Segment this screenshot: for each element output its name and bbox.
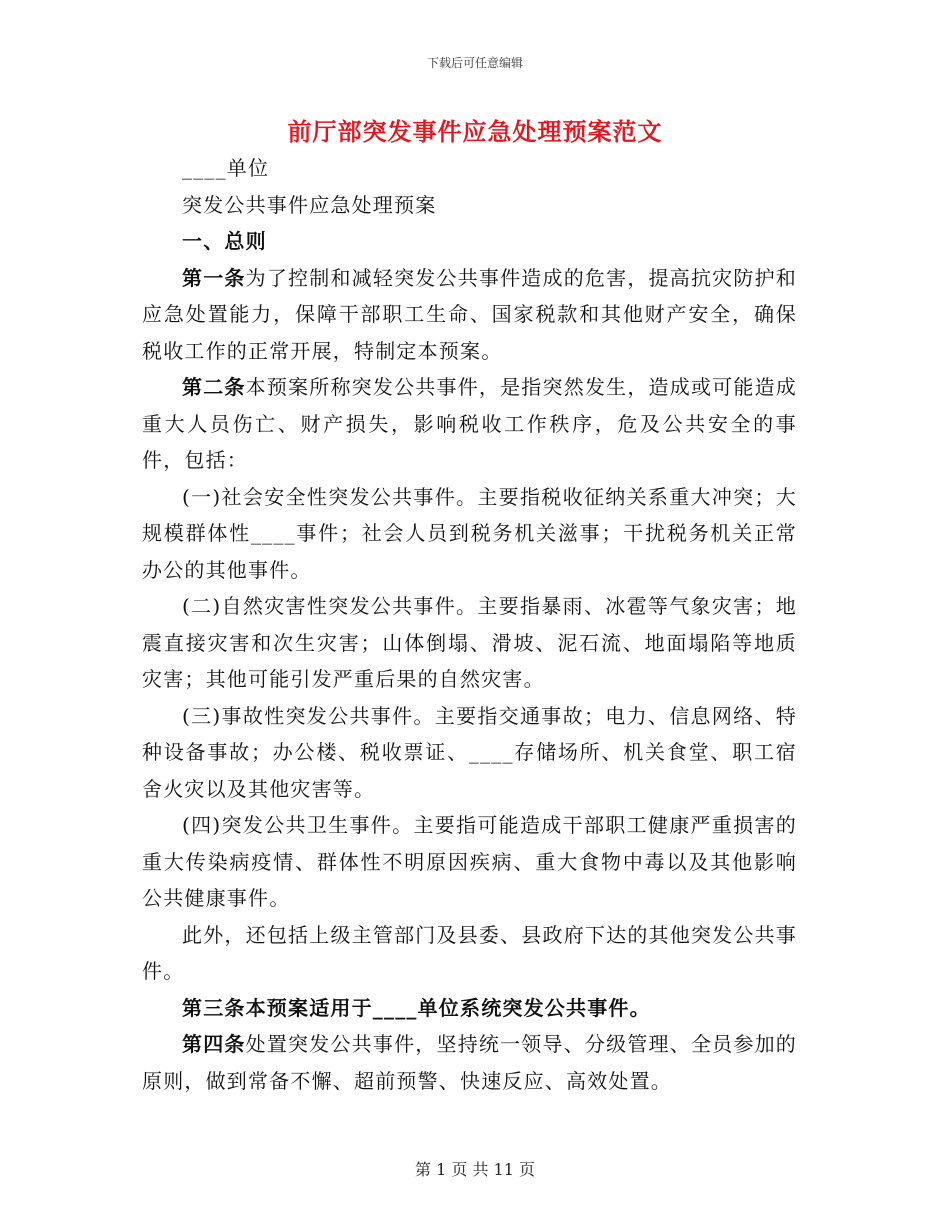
article-1-label: 第一条 <box>182 265 246 290</box>
article-1 <box>142 260 797 370</box>
document-title: 前厅部突发事件应急处理预案范文 <box>287 117 663 146</box>
header-note: 下载后可任意编辑 <box>426 56 523 70</box>
article-4-label: 第四条 <box>182 1032 246 1056</box>
article-2 <box>142 369 797 479</box>
item-2: (二)自然灾害性突发公共事件。主要指暴雨、冰雹等气象灾害；地震直接灾害和次生灾害；山体倒塌、滑坡、泥石流、地面塌陷等地质灾害；其他可能引发严重后果的自然灾害。 <box>142 594 797 691</box>
unit-line: ____单位 <box>182 156 270 180</box>
item-3: (三)事故性突发公共事件。主要指交通事故；电力、信息网络、特种设备事故；办公楼、税收票证、____存储场所、机关食堂、职工宿舍火灾以及其他灾害等。 <box>142 703 797 801</box>
article-2-text: 本预案所称突发公共事件，是指突然发生，造成或可能造成重大人员伤亡、财产损失，影响税收工作秩序，危及公共安全的事件，包括： <box>142 375 797 472</box>
article-2-label: 第二条 <box>182 375 246 399</box>
page-footer: 第 1 页 共 11 页 <box>415 1160 535 1179</box>
extra-paragraph: 此外，还包括上级主管部门及县委、县政府下达的其他突发公共事件。 <box>142 922 797 983</box>
article-1-text: 为了控制和减轻突发公共事件造成的危害，提高抗灾防护和应急处置能力，保障干部职工生命、国家税款和其他财产安全，确保税收工作的正常开展，特制定本预案。 <box>142 265 797 363</box>
document-body <box>142 150 797 1099</box>
item-1: (一)社会安全性突发公共事件。主要指税收征纳关系重大冲突；大规模群体性____事件；社会人员到税务机关滋事；干扰税务机关正常办公的其他事件。 <box>142 484 797 582</box>
section-heading: 一、总则 <box>182 229 267 253</box>
article-4 <box>142 1026 797 1099</box>
article-4-text: 处置突发公共事件，坚持统一领导、分级管理、全员参加的原则，做到常备不懈、超前预警、快速反应、高效处置。 <box>142 1032 797 1093</box>
article-3: 第三条本预案适用于____单位系统突发公共事件。 <box>182 995 651 1020</box>
subtitle-line: 突发公共事件应急处理预案 <box>182 192 437 217</box>
item-4: (四)突发公共卫生事件。主要指可能造成干部职工健康严重损害的重大传染病疫情、群体性不明原因疾病、重大食物中毒以及其他影响公共健康事件。 <box>142 813 797 910</box>
